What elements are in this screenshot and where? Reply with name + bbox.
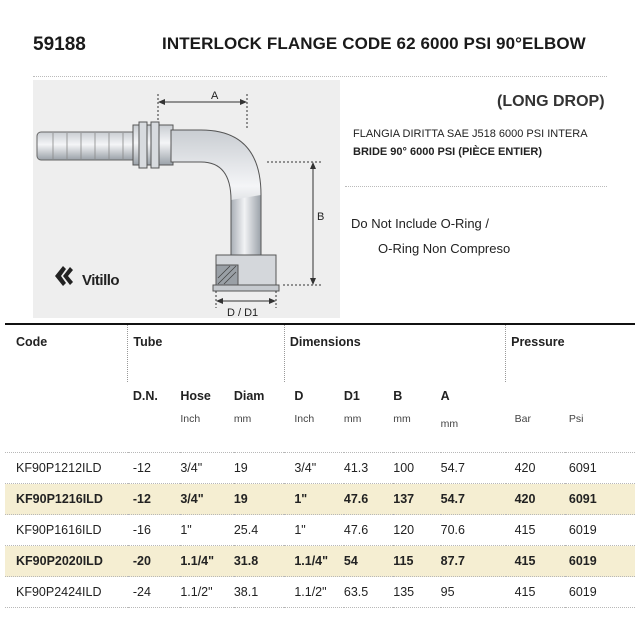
unit-b: mm [393,413,411,425]
table-row [5,515,635,546]
description-line-2: BRIDE 90° 6000 PSI (PIÈCE ENTIER) [353,146,543,158]
column-header-row [5,382,635,410]
oring-note-line-1: Do Not Include O-Ring / [351,216,490,231]
description-line-1: FLANGIA DIRITTA SAE J518 6000 PSI INTERA [353,128,588,140]
cell-bar: 420 [506,484,565,515]
cell-hose: 3/4" [180,453,234,484]
col-d: D [294,389,304,403]
unit-bar: Bar [514,413,531,425]
cell-code: KF90P1616ILD [5,515,128,546]
dimension-d-label: D / D1 [227,307,259,318]
unit-psi: Psi [568,413,584,425]
cell-b: 135 [393,577,440,608]
cell-b: 137 [393,484,440,515]
table-row [5,577,635,608]
cell-d1: 54 [344,546,393,577]
cell-diam: 25.4 [234,515,285,546]
cell-psi: 6019 [565,577,635,608]
cell-dn: -12 [128,453,180,484]
elbow-fitting-drawing [33,80,340,318]
cell-d: 1" [284,515,344,546]
unit-d: Inch [294,413,315,425]
cell-dn: -20 [128,546,180,577]
units-row [5,410,635,453]
header-divider [33,76,607,77]
col-dn: D.N. [132,389,158,403]
cell-code: KF90P2424ILD [5,577,128,608]
cell-d1: 47.6 [344,515,393,546]
description-divider [345,186,607,187]
cell-code: KF90P1216ILD [5,484,128,515]
cell-bar: 415 [506,546,565,577]
table-row [5,484,635,515]
cell-hose: 1.1/4" [180,546,234,577]
unit-a: mm [440,418,459,430]
cell-dn: -12 [128,484,180,515]
col-hose: Hose [180,389,211,403]
cell-hose: 1" [180,515,234,546]
cell-d: 3/4" [284,453,344,484]
cell-d: 1.1/4" [284,546,344,577]
vitillo-logo-icon [52,263,78,289]
unit-d1: mm [343,413,362,425]
cell-d1: 41.3 [344,453,393,484]
cell-psi: 6091 [565,484,635,515]
cell-diam: 19 [234,453,285,484]
col-diam: Diam [233,389,265,403]
cell-a: 70.6 [441,515,506,546]
oring-note-line-2: O-Ring Non Compreso [378,241,511,256]
header-tube: Tube [128,324,284,382]
cell-diam: 38.1 [234,577,285,608]
cell-psi: 6091 [565,453,635,484]
cell-psi: 6019 [565,515,635,546]
cell-d: 1.1/2" [284,577,344,608]
col-d1: D1 [343,389,360,403]
cell-hose: 1.1/2" [180,577,234,608]
cell-a: 87.7 [441,546,506,577]
vitillo-logo-text: Vitillo [82,272,120,289]
cell-b: 120 [393,515,440,546]
unit-hose: Inch [180,413,201,425]
product-title: INTERLOCK FLANGE CODE 62 6000 PSI 90°ELBOW [162,34,586,53]
cell-dn: -16 [128,515,180,546]
group-header-row [5,324,635,382]
col-a: A [440,389,450,403]
dimension-b-label: B [317,211,325,223]
cell-a: 95 [441,577,506,608]
subtitle: (LONG DROP) [497,93,605,110]
col-b: B [393,389,403,403]
cell-code: KF90P2020ILD [5,546,128,577]
cell-b: 100 [393,453,440,484]
table-row [5,453,635,484]
unit-diam: mm [233,413,252,425]
cell-diam: 19 [234,484,285,515]
cell-d: 1" [284,484,344,515]
cell-a: 54.7 [441,453,506,484]
header-dimensions: Dimensions [284,324,505,382]
cell-d1: 47.6 [344,484,393,515]
cell-hose: 3/4" [180,484,234,515]
header-pressure: Pressure [506,324,635,382]
header-code: Code [16,335,48,349]
spec-table [5,323,635,608]
cell-bar: 420 [506,453,565,484]
cell-code: KF90P1212ILD [5,453,128,484]
table-row [5,546,635,577]
product-code: 59188 [33,34,86,55]
cell-diam: 31.8 [234,546,285,577]
cell-a: 54.7 [441,484,506,515]
cell-b: 115 [393,546,440,577]
cell-psi: 6019 [565,546,635,577]
cell-dn: -24 [128,577,180,608]
cell-bar: 415 [506,515,565,546]
dimension-a-label: A [211,90,219,102]
cell-bar: 415 [506,577,565,608]
cell-d1: 63.5 [344,577,393,608]
unit-dn [128,410,180,453]
